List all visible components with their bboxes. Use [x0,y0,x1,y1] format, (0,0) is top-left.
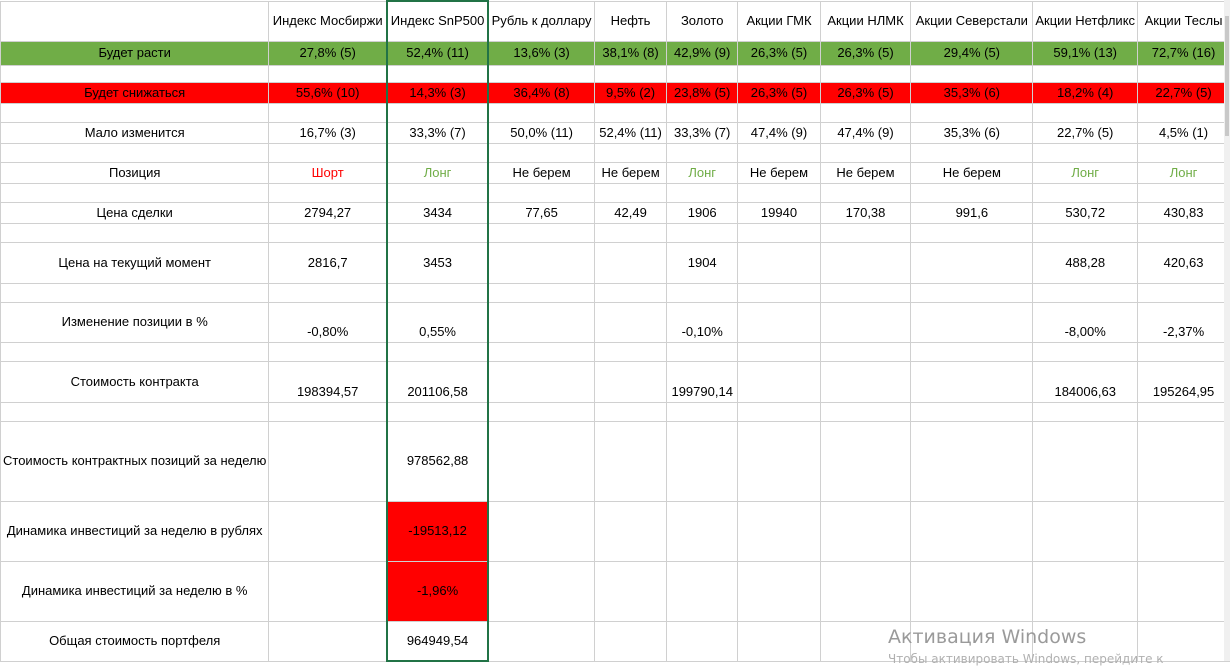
empty-cell[interactable] [488,143,594,162]
position-cell[interactable]: Лонг [1138,162,1230,183]
row-change-pct [1,302,1230,342]
empty-cell[interactable] [820,183,911,202]
spacer-row [1,183,1230,202]
cell[interactable]: 420,63 [1138,242,1230,283]
empty-cell[interactable] [387,143,488,162]
cell[interactable] [820,302,911,342]
row-label[interactable]: Стоимость контрактных позиций за неделю [1,421,269,501]
empty-cell[interactable] [595,561,667,621]
row-label[interactable]: Цена сделки [1,202,269,223]
empty-cell[interactable] [488,342,594,361]
row-label[interactable]: Динамика инвестиций за неделю в % [1,561,269,621]
empty-cell[interactable] [738,421,820,501]
empty-cell[interactable] [911,421,1033,501]
empty-cell[interactable] [911,223,1033,242]
cell[interactable]: 170,38 [820,202,911,223]
cell[interactable]: 430,83 [1138,202,1230,223]
empty-cell[interactable] [1138,103,1230,122]
empty-cell[interactable] [1138,283,1230,302]
empty-cell[interactable] [387,103,488,122]
cell[interactable]: 52,4% (11) [595,122,667,143]
empty-cell[interactable] [738,143,820,162]
empty-cell[interactable] [1,342,269,361]
row-label[interactable]: Стоимость контракта [1,361,269,402]
empty-cell[interactable] [738,65,820,82]
empty-cell[interactable] [1033,283,1138,302]
cell[interactable]: 27,8% (5) [269,41,387,65]
cell[interactable]: 2816,7 [269,242,387,283]
empty-cell[interactable] [1138,183,1230,202]
empty-cell[interactable] [488,501,594,561]
header-cell[interactable]: Акции НЛМК [820,1,911,41]
cell[interactable]: 22,7% (5) [1138,82,1230,103]
summary-cell[interactable]: 978562,88 [387,421,488,501]
empty-cell[interactable] [1033,103,1138,122]
cell[interactable]: 26,3% (5) [738,82,820,103]
empty-cell[interactable] [667,183,738,202]
empty-cell[interactable] [820,402,911,421]
empty-cell[interactable] [269,103,387,122]
cell[interactable]: 42,49 [595,202,667,223]
cell[interactable]: 22,7% (5) [1033,122,1138,143]
empty-cell[interactable] [911,342,1033,361]
empty-cell[interactable] [738,103,820,122]
empty-cell[interactable] [667,283,738,302]
cell[interactable] [911,361,1033,402]
empty-cell[interactable] [595,223,667,242]
empty-cell[interactable] [595,501,667,561]
empty-cell[interactable] [269,621,387,661]
position-cell[interactable]: Не берем [738,162,820,183]
cell[interactable]: 55,6% (10) [269,82,387,103]
empty-cell[interactable] [738,561,820,621]
empty-cell[interactable] [595,421,667,501]
empty-cell[interactable] [738,501,820,561]
summary-cell[interactable]: 964949,54 [387,621,488,661]
empty-cell[interactable] [1138,143,1230,162]
empty-cell[interactable] [488,561,594,621]
position-cell[interactable]: Не берем [911,162,1033,183]
empty-cell[interactable] [738,402,820,421]
cell[interactable]: 1906 [667,202,738,223]
empty-cell[interactable] [269,421,387,501]
empty-cell[interactable] [1138,342,1230,361]
cell[interactable]: 42,9% (9) [667,41,738,65]
empty-cell[interactable] [667,621,738,661]
cell[interactable] [820,361,911,402]
header-cell[interactable]: Индекс SnP500 [387,1,488,41]
empty-cell[interactable] [488,283,594,302]
cell[interactable]: 198394,57 [269,361,387,402]
empty-cell[interactable] [595,103,667,122]
empty-cell[interactable] [387,402,488,421]
position-cell[interactable]: Лонг [387,162,488,183]
cell[interactable]: 26,3% (5) [820,41,911,65]
windows-activation-hint: Чтобы активировать Windows, перейдите к [888,652,1164,666]
empty-cell[interactable] [387,183,488,202]
empty-cell[interactable] [269,143,387,162]
cell[interactable] [488,242,594,283]
empty-cell[interactable] [820,501,911,561]
empty-cell[interactable] [911,561,1033,621]
row-dynamics-pct [1,561,1230,621]
cell[interactable]: 2794,27 [269,202,387,223]
row-label[interactable]: Позиция [1,162,269,183]
empty-cell[interactable] [1033,223,1138,242]
cell[interactable]: -8,00% [1033,302,1138,342]
empty-cell[interactable] [269,402,387,421]
header-cell[interactable] [1,1,269,41]
row-label[interactable]: Мало изменится [1,122,269,143]
cell[interactable] [911,242,1033,283]
row-deal-price [1,202,1230,223]
empty-cell[interactable] [1033,183,1138,202]
empty-cell[interactable] [1033,65,1138,82]
cell[interactable] [595,302,667,342]
cell[interactable]: 29,4% (5) [911,41,1033,65]
empty-cell[interactable] [820,143,911,162]
empty-cell[interactable] [911,183,1033,202]
cell[interactable]: 184006,63 [1033,361,1138,402]
empty-cell[interactable] [269,342,387,361]
empty-cell[interactable] [1033,421,1138,501]
empty-cell[interactable] [738,223,820,242]
empty-cell[interactable] [738,342,820,361]
row-fall [1,82,1230,103]
empty-cell[interactable] [269,65,387,82]
empty-cell[interactable] [667,65,738,82]
cell[interactable]: 9,5% (2) [595,82,667,103]
empty-cell[interactable] [595,342,667,361]
empty-cell[interactable] [1,402,269,421]
cell[interactable]: 4,5% (1) [1138,122,1230,143]
spacer-row [1,402,1230,421]
empty-cell[interactable] [1033,561,1138,621]
empty-cell[interactable] [1138,501,1230,561]
row-label[interactable]: Будет снижаться [1,82,269,103]
cell[interactable]: 26,3% (5) [738,41,820,65]
empty-cell[interactable] [820,223,911,242]
spacer-row [1,103,1230,122]
empty-cell[interactable] [820,103,911,122]
cell[interactable]: 23,8% (5) [667,82,738,103]
empty-cell[interactable] [911,103,1033,122]
cell[interactable]: 16,7% (3) [269,122,387,143]
empty-cell[interactable] [667,402,738,421]
empty-cell[interactable] [595,183,667,202]
header-cell[interactable]: Золото [667,1,738,41]
empty-cell[interactable] [820,342,911,361]
empty-cell[interactable] [387,342,488,361]
empty-cell[interactable] [269,561,387,621]
empty-cell[interactable] [911,65,1033,82]
cell[interactable] [488,302,594,342]
empty-cell[interactable] [667,421,738,501]
cell[interactable]: 1904 [667,242,738,283]
row-label[interactable]: Цена на текущий момент [1,242,269,283]
empty-cell[interactable] [595,402,667,421]
empty-cell[interactable] [667,143,738,162]
header-cell[interactable]: Индекс Мосбиржи [269,1,387,41]
cell[interactable]: 26,3% (5) [820,82,911,103]
empty-cell[interactable] [595,283,667,302]
row-rise [1,41,1230,65]
cell[interactable]: 530,72 [1033,202,1138,223]
empty-cell[interactable] [269,183,387,202]
empty-cell[interactable] [1138,561,1230,621]
empty-cell[interactable] [1138,65,1230,82]
header-cell[interactable]: Акции Теслы [1138,1,1230,41]
cell[interactable] [738,302,820,342]
cell[interactable]: 47,4% (9) [738,122,820,143]
cell[interactable]: 13,6% (3) [488,41,594,65]
position-cell[interactable]: Не берем [595,162,667,183]
empty-cell[interactable] [738,621,820,661]
spacer-row [1,283,1230,302]
row-label[interactable]: Изменение позиции в % [1,302,269,342]
cell[interactable]: 35,3% (6) [911,122,1033,143]
empty-cell[interactable] [1138,402,1230,421]
position-cell[interactable]: Лонг [667,162,738,183]
empty-cell[interactable] [1,143,269,162]
cell[interactable] [820,242,911,283]
empty-cell[interactable] [1033,501,1138,561]
row-label[interactable]: Динамика инвестиций за неделю в рублях [1,501,269,561]
header-row [1,1,1230,41]
empty-cell[interactable] [1138,421,1230,501]
cell[interactable]: -0,80% [269,302,387,342]
empty-cell[interactable] [488,103,594,122]
cell[interactable]: 59,1% (13) [1033,41,1138,65]
position-cell[interactable]: Лонг [1033,162,1138,183]
empty-cell[interactable] [488,65,594,82]
summary-cell[interactable]: -1,96% [387,561,488,621]
cell[interactable]: 14,3% (3) [387,82,488,103]
empty-cell[interactable] [488,621,594,661]
header-cell[interactable]: Акции Северстали [911,1,1033,41]
empty-cell[interactable] [820,421,911,501]
cell[interactable]: 195264,95 [1138,361,1230,402]
position-cell[interactable]: Шорт [269,162,387,183]
header-cell[interactable]: Акции ГМК [738,1,820,41]
empty-cell[interactable] [820,65,911,82]
cell[interactable]: 3434 [387,202,488,223]
header-cell[interactable]: Нефть [595,1,667,41]
cell[interactable]: 38,1% (8) [595,41,667,65]
empty-cell[interactable] [269,283,387,302]
empty-cell[interactable] [387,223,488,242]
empty-cell[interactable] [1,103,269,122]
empty-cell[interactable] [820,283,911,302]
row-weekly-contracts [1,421,1230,501]
empty-cell[interactable] [667,501,738,561]
empty-cell[interactable] [1,223,269,242]
empty-cell[interactable] [595,65,667,82]
empty-cell[interactable] [820,561,911,621]
cell[interactable]: 199790,14 [667,361,738,402]
empty-cell[interactable] [667,103,738,122]
empty-cell[interactable] [488,421,594,501]
position-cell[interactable]: Не берем [488,162,594,183]
empty-cell[interactable] [1,283,269,302]
header-cell[interactable]: Рубль к доллару [488,1,594,41]
empty-cell[interactable] [738,283,820,302]
summary-cell[interactable]: -19513,12 [387,501,488,561]
empty-cell[interactable] [1,183,269,202]
empty-cell[interactable] [911,501,1033,561]
vertical-scrollbar[interactable] [1224,0,1230,661]
cell[interactable] [488,361,594,402]
cell[interactable]: 33,3% (7) [387,122,488,143]
empty-cell[interactable] [269,223,387,242]
row-current-price [1,242,1230,283]
spacer-row [1,223,1230,242]
cell[interactable]: 50,0% (11) [488,122,594,143]
empty-cell[interactable] [911,143,1033,162]
cell[interactable] [595,242,667,283]
windows-activation-watermark: Активация Windows [888,626,1087,648]
cell[interactable]: 18,2% (4) [1033,82,1138,103]
cell[interactable]: 991,6 [911,202,1033,223]
header-cell[interactable]: Акции Нетфликс [1033,1,1138,41]
empty-cell[interactable] [595,143,667,162]
empty-cell[interactable] [488,223,594,242]
empty-cell[interactable] [269,501,387,561]
empty-cell[interactable] [595,621,667,661]
spacer-row [1,65,1230,82]
row-label[interactable]: Общая стоимость портфеля [1,621,269,661]
empty-cell[interactable] [1033,402,1138,421]
scrollbar-thumb[interactable] [1225,16,1229,136]
empty-cell[interactable] [488,183,594,202]
empty-cell[interactable] [387,283,488,302]
cell[interactable]: 77,65 [488,202,594,223]
empty-cell[interactable] [911,283,1033,302]
empty-cell[interactable] [1033,342,1138,361]
position-cell[interactable]: Не берем [820,162,911,183]
cell[interactable]: 72,7% (16) [1138,41,1230,65]
cell[interactable]: 201106,58 [387,361,488,402]
empty-cell[interactable] [667,342,738,361]
cell[interactable] [738,242,820,283]
row-flat [1,122,1230,143]
row-position [1,162,1230,183]
cell[interactable] [595,361,667,402]
cell[interactable]: 33,3% (7) [667,122,738,143]
row-label[interactable]: Будет расти [1,41,269,65]
cell[interactable] [911,302,1033,342]
cell[interactable]: 3453 [387,242,488,283]
cell[interactable]: 488,28 [1033,242,1138,283]
row-dynamics-rub [1,501,1230,561]
row-contract-value [1,361,1230,402]
empty-cell[interactable] [387,65,488,82]
empty-cell[interactable] [1033,143,1138,162]
empty-cell[interactable] [667,561,738,621]
cell[interactable]: -2,37% [1138,302,1230,342]
cell[interactable]: 0,55% [387,302,488,342]
spacer-row [1,143,1230,162]
empty-cell[interactable] [738,183,820,202]
cell[interactable]: 19940 [738,202,820,223]
cell[interactable]: 47,4% (9) [820,122,911,143]
empty-cell[interactable] [1,65,269,82]
empty-cell[interactable] [1138,223,1230,242]
empty-cell[interactable] [488,402,594,421]
cell[interactable] [738,361,820,402]
cell[interactable]: -0,10% [667,302,738,342]
cell[interactable]: 52,4% (11) [387,41,488,65]
cell[interactable]: 36,4% (8) [488,82,594,103]
empty-cell[interactable] [911,402,1033,421]
spacer-row [1,342,1230,361]
empty-cell[interactable] [667,223,738,242]
cell[interactable]: 35,3% (6) [911,82,1033,103]
